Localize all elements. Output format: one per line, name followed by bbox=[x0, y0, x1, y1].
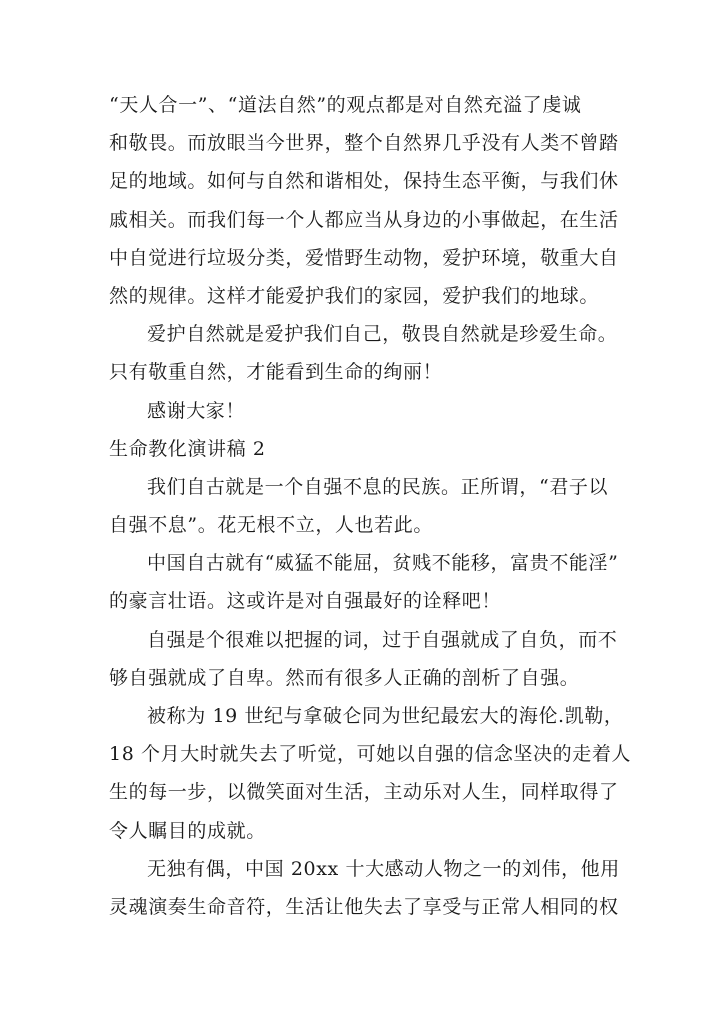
paragraph-line: 自强是个很难以把握的词，过于自强就成了自负，而不 bbox=[147, 628, 618, 651]
paragraph-line: 只有敬重自然，才能看到生命的绚丽！ bbox=[109, 361, 443, 384]
paragraph-line: 中国自古就有“威猛不能屈，贫贱不能移，富贵不能淫” bbox=[147, 552, 619, 575]
paragraph-line: 戚相关。而我们每一个人都应当从身边的小事做起，在生活 bbox=[109, 208, 619, 231]
paragraph-line: 生的每一步，以微笑面对生活，主动乐对人生，同样取得了 bbox=[109, 781, 619, 804]
paragraph-line: 18 个月大时就失去了听觉，可她以自强的信念坚决的走着人 bbox=[109, 743, 632, 766]
paragraph-line: 自强不息”。花无根不立，人也若此。 bbox=[109, 514, 433, 537]
paragraph-line: “天人合一”、“道法自然”的观点都是对自然充溢了虔诚 bbox=[109, 94, 582, 116]
paragraph-line: 爱护自然就是爱护我们自己，敬畏自然就是珍爱生命。 bbox=[147, 323, 618, 346]
paragraph-line: 足的地域。如何与自然和谐相处，保持生态平衡，与我们休 bbox=[109, 170, 619, 193]
paragraph-line: 我们自古就是一个自强不息的民族。正所谓，“君子以 bbox=[147, 475, 609, 498]
section-heading: 生命教化演讲稿 2 bbox=[109, 437, 266, 460]
paragraph-line: 无独有偶，中国 20xx 十大感动人物之一的刘伟，他用 bbox=[147, 857, 620, 880]
paragraph-line: 被称为 19 世纪与拿破仑同为世纪最宏大的海伦.凯勒， bbox=[147, 705, 624, 727]
paragraph-line: 够自强就成了自卑。然而有很多人正确的剖析了自强。 bbox=[109, 666, 580, 689]
paragraph-line: 灵魂演奏生命音符，生活让他失去了享受与正常人相同的权 bbox=[109, 895, 619, 918]
closing-line: 感谢大家！ bbox=[147, 399, 246, 422]
paragraph-line: 然的规律。这样才能爱护我们的家园，爱护我们的地球。 bbox=[109, 284, 600, 307]
paragraph-line: 中自觉进行垃圾分类，爱惜野生动物，爱护环境，敬重大自 bbox=[109, 246, 619, 269]
document-body bbox=[109, 86, 632, 926]
paragraph-line: 和敬畏。而放眼当今世界，整个自然界几乎没有人类不曾踏 bbox=[109, 132, 619, 155]
paragraph-line: 令人瞩目的成就。 bbox=[109, 819, 266, 842]
paragraph-line: 的豪言壮语。这或许是对自强最好的诠释吧！ bbox=[109, 590, 502, 613]
